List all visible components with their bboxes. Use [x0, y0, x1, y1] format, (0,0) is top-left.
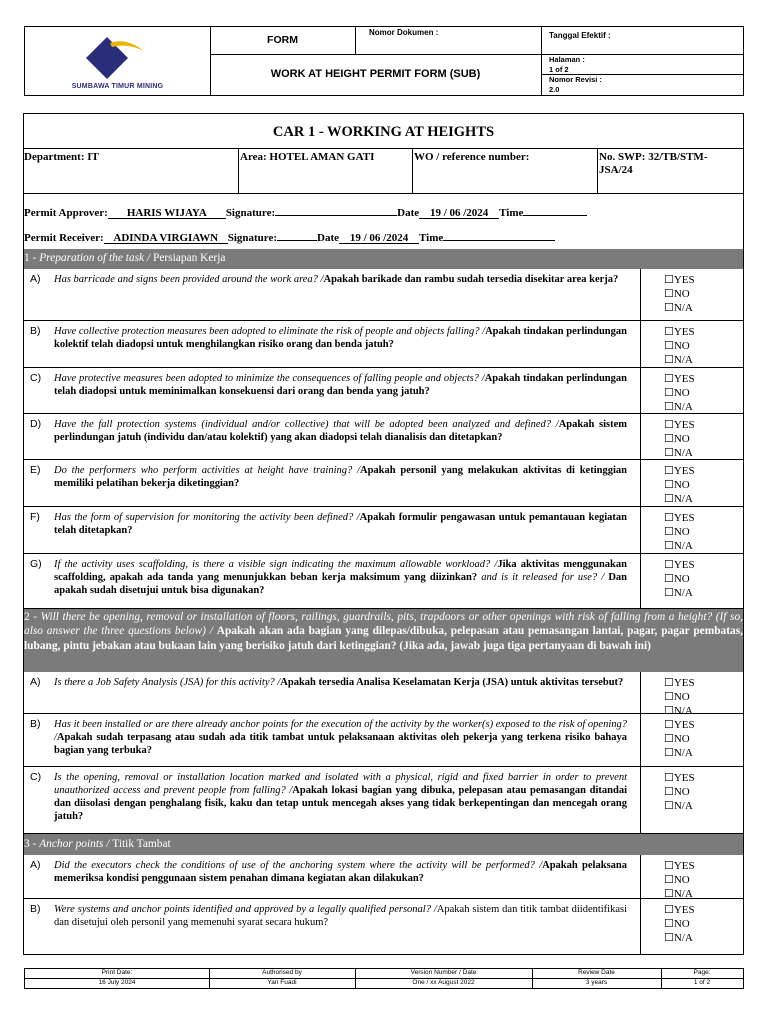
- question-text-en: If the activity uses scaffolding, is there a visible sign indicating the maximum allowable workload? /: [54, 559, 498, 570]
- section-3-header: [24, 834, 743, 855]
- checkbox-yes[interactable]: ☐YES: [664, 860, 695, 872]
- question-text-id: Apakah sistem dan titik tambat diidentifikasi dan disetujui oleh personil yang memenuhi syarat secara hukum?: [54, 904, 628, 928]
- question-letter: A): [30, 859, 41, 871]
- department-field: Department: IT: [24, 151, 99, 163]
- checkbox-no[interactable]: ☐NO: [664, 340, 690, 353]
- question-text-id-2: Dan apakah sudah disetujui untuk bisa digunakan?: [54, 572, 628, 596]
- checkbox-na[interactable]: ☐N/A: [664, 493, 693, 506]
- company-name: SUMBAWA TIMUR MINING: [71, 83, 164, 90]
- company-logo: [25, 27, 210, 95]
- checkbox-no[interactable]: ☐NO: [664, 433, 690, 446]
- question-letter: E): [30, 464, 41, 476]
- checkbox-yes[interactable]: ☐YES: [664, 559, 695, 571]
- question-text: [54, 903, 627, 929]
- receiver-time-label: Time: [419, 232, 444, 244]
- question-text-en: Have protective measures been adopted to minimize the consequences of falling people and objects? /: [54, 373, 485, 384]
- question-row: [24, 767, 743, 834]
- question-row: [24, 672, 743, 718]
- checkbox-no[interactable]: ☐NO: [664, 733, 690, 746]
- footer-print-date-label: Print Date:: [101, 969, 133, 976]
- section-2-number: 2 -: [24, 611, 41, 623]
- form-title: WORK AT HEIGHT PERMIT FORM (SUB): [270, 68, 481, 80]
- question-row: [24, 460, 743, 507]
- document-header: [24, 26, 744, 96]
- question-text-id: Apakah tersedia Analisa Keselamatan Kerja (JSA) untuk aktivitas tersebut?: [280, 677, 624, 688]
- checkbox-no[interactable]: ☐NO: [664, 526, 690, 539]
- question-text: [54, 273, 627, 286]
- approver-time-label: Time: [499, 207, 524, 219]
- question-text-en: Is the opening, removal or installation location marked and isolated with a physical, rigid and fixed barrier in order to prevent unauthorized access and prevent people from falling? /: [54, 772, 627, 796]
- question-text-en: Have the fall protection systems (individual and/or collective) that will be adopted been analyzed and defined? /: [54, 419, 559, 430]
- question-row: [24, 414, 743, 460]
- answer-options: [664, 558, 695, 601]
- section-3-title-en: Anchor points /: [39, 838, 113, 850]
- question-text-id: Jika aktivitas menggunakan scaffolding, apakah ada tanda yang menunjukkan beban kerja maksimum yang diizinkan?: [54, 559, 627, 583]
- receiver-date[interactable]: 19 / 06 /2024: [339, 233, 419, 244]
- document-footer: [24, 968, 744, 989]
- checkbox-no[interactable]: ☐NO: [664, 288, 690, 301]
- question-text-en: Has it been installed or are there already anchor points for the execution of the activity by the worker(s) exposed to the risk of opening? /: [54, 719, 627, 743]
- approver-signature-label: Signature:: [225, 207, 276, 219]
- question-text: [54, 511, 627, 537]
- question-text: [54, 325, 627, 351]
- checkbox-na[interactable]: ☐N/A: [664, 587, 693, 600]
- question-letter: F): [30, 511, 40, 523]
- doc-number-label: Nomor Dokumen :: [369, 28, 439, 37]
- section-2-title-id: Apakah akan ada bagian yang dilepas/dibuka, pelepasan atau pemasangan lantai, pagar, pagar pembatas, lubang, pintu jebakan atau bukaan lain yang berisiko jatuh dari ketinggian? (Jika ada, jawab juga tiga pertanyaan di bawah ini): [24, 625, 743, 652]
- answer-options: [664, 771, 695, 814]
- question-text: [54, 676, 627, 689]
- answer-options: [664, 418, 695, 461]
- footer-review-date: 3 years: [585, 979, 608, 986]
- checkbox-na[interactable]: ☐N/A: [664, 888, 693, 901]
- permit-form: [23, 113, 744, 955]
- question-text: [54, 718, 627, 757]
- receiver-name[interactable]: ADINDA VIRGIAWN: [104, 233, 228, 244]
- question-text-id: Apakah pelaksana memeriksa kondisi penggunaan sistem penahan dimana kegiatan akan dilakukan?: [54, 860, 627, 884]
- answer-options: [664, 676, 695, 719]
- footer-authorised-by: Yan Fuadi: [267, 979, 297, 986]
- question-text-en: Has barricade and signs been provided around the work area? /: [54, 274, 324, 285]
- permit-approver-row: [24, 205, 587, 219]
- question-letter: B): [30, 325, 41, 337]
- question-text: [54, 464, 627, 490]
- question-text-id: Apakah barikade dan rambu sudah tersedia disekitar area kerja?: [323, 274, 619, 285]
- question-text: [54, 771, 627, 823]
- answer-options: [664, 273, 695, 316]
- question-letter: B): [30, 903, 41, 915]
- approver-time-field[interactable]: [523, 205, 587, 216]
- checkbox-no[interactable]: ☐NO: [664, 874, 690, 887]
- checkbox-na[interactable]: ☐N/A: [664, 401, 693, 414]
- question-text-id: Apakah formulir pengawasan untuk pemantauan kegiatan telah ditetapkan?: [54, 512, 627, 536]
- checkbox-yes[interactable]: ☐YES: [664, 419, 695, 431]
- section-1-title-en: Preparation of the task /: [39, 252, 153, 264]
- answer-options: [664, 511, 695, 554]
- answer-options: [664, 903, 695, 946]
- checkbox-yes[interactable]: ☐YES: [664, 274, 695, 286]
- question-letter: A): [30, 676, 41, 688]
- section-3-title-id: Titik Tambat: [112, 838, 171, 850]
- section-1-title-id: Persiapan Kerja: [152, 252, 226, 264]
- page-value: 1 of 2: [549, 65, 569, 74]
- question-row: [24, 507, 743, 554]
- checkbox-yes[interactable]: ☐YES: [664, 772, 695, 784]
- footer-version-label: Version Number / Date: [410, 969, 477, 976]
- question-row: [24, 368, 743, 414]
- checkbox-yes[interactable]: ☐YES: [664, 719, 695, 731]
- question-text-id: Apakah personil yang melakukan aktivitas di ketinggian memiliki pelatihan bekerja diketinggian?: [54, 465, 627, 489]
- checkbox-yes[interactable]: ☐YES: [664, 904, 695, 916]
- checkbox-na[interactable]: ☐N/A: [664, 747, 693, 760]
- footer-page: 1 of 2: [693, 979, 711, 986]
- receiver-time-field[interactable]: [443, 230, 555, 241]
- approver-label: Permit Approver:: [24, 207, 108, 219]
- checkbox-yes[interactable]: ☐YES: [664, 677, 695, 689]
- receiver-signature-label: Signature:: [227, 232, 278, 244]
- checkbox-na[interactable]: ☐N/A: [664, 447, 693, 460]
- question-row: [24, 269, 743, 321]
- section-1-header: [24, 249, 743, 269]
- question-text-id: Apakah tindakan perlindungan telah diadopsi untuk meminimalkan konsekuensi dari orang dan benda yang jatuh?: [54, 373, 627, 397]
- question-text-id: Apakah sudah terpasang atau sudah ada titik tambat untuk pelaksanaan aktivitas oleh pekerja yang terkena risiko bahaya bagian yang terbuka?: [54, 732, 627, 756]
- swp-number-field: No. SWP: 32/TB/STM-JSA/24: [599, 151, 708, 176]
- section-2-header: [24, 609, 743, 672]
- question-text: [54, 418, 627, 444]
- checkbox-yes[interactable]: ☐YES: [664, 465, 695, 477]
- form-label: FORM: [267, 34, 298, 46]
- question-text-en: Has the form of supervision for monitoring the activity been defined? /: [54, 512, 360, 523]
- footer-page-label: Page:: [693, 969, 711, 976]
- form-car-title: CAR 1 - WORKING AT HEIGHTS: [272, 124, 495, 140]
- permit-receiver-row: [24, 230, 555, 244]
- question-text-en: Is there a Job Safety Analysis (JSA) for this activity? /: [54, 677, 281, 688]
- section-2-title-en: Will there be opening, removal or installation of floors, railings, guardrails, pits, trapdoors or other openings with risk of falling from a height? (If so, also answer the three questions below) /: [24, 611, 744, 638]
- question-text-en: Did the executors check the conditions of use of the anchoring system where the activity will be performed? /: [54, 860, 543, 871]
- checkbox-yes[interactable]: ☐YES: [664, 326, 695, 338]
- answer-options: [664, 859, 695, 902]
- question-row: [24, 899, 743, 955]
- approver-signature-field[interactable]: [275, 205, 397, 216]
- answer-options: [664, 325, 695, 368]
- checkbox-na[interactable]: ☐N/A: [664, 800, 693, 813]
- section-1-number: 1 -: [24, 252, 40, 264]
- area-field: Area: HOTEL AMAN GATI: [240, 151, 375, 163]
- question-letter: D): [30, 418, 42, 430]
- footer-print-date: 16 July 2024: [98, 979, 136, 986]
- question-text-en: Were systems and anchor points identified and approved by a legally qualified personal? /: [54, 904, 437, 915]
- question-text-id: Apakah lokasi bagian yang dibuka, pelepasan atau pemasangan ditandai dan diisolasi dengan penghalang fisik, kaku dan tetap untuk mencegah akses yang tidak berkepentingan dan mencegah orang jatuh?: [54, 785, 628, 822]
- approver-name[interactable]: HARIS WIJAYA: [108, 208, 226, 219]
- checkbox-no[interactable]: ☐NO: [664, 786, 690, 799]
- checkbox-yes[interactable]: ☐YES: [664, 373, 695, 385]
- receiver-label: Permit Receiver:: [24, 232, 104, 244]
- question-letter: C): [30, 372, 42, 384]
- question-text-en: Do the performers who perform activities at height have training? /: [54, 465, 360, 476]
- approver-date-label: Date: [397, 207, 420, 219]
- section-3-number: 3 -: [24, 838, 40, 850]
- question-row: [24, 855, 743, 899]
- checkbox-na[interactable]: ☐N/A: [664, 932, 693, 945]
- checkbox-yes[interactable]: ☐YES: [664, 512, 695, 524]
- receiver-date-label: Date: [317, 232, 340, 244]
- question-letter: G): [30, 558, 42, 570]
- page-label: Halaman :: [549, 55, 585, 64]
- checkbox-no[interactable]: ☐NO: [664, 479, 690, 492]
- question-row: [24, 714, 743, 767]
- question-row: [24, 554, 743, 609]
- question-text-en: Have collective protection measures been adopted to eliminate the risk of people and objects falling? /: [54, 326, 486, 337]
- footer-review-label: Review Date: [578, 969, 615, 976]
- checkbox-na[interactable]: ☐N/A: [664, 354, 693, 367]
- answer-options: [664, 372, 695, 415]
- checkbox-no[interactable]: ☐NO: [664, 918, 690, 931]
- question-letter: C): [30, 771, 42, 783]
- logo-diamond-icon: [86, 37, 150, 81]
- answer-options: [664, 464, 695, 507]
- question-text-id: Apakah tindakan perlindungan kolektif telah diadopsi untuk menghilangkan risiko orang dan benda jatuh?: [54, 326, 627, 350]
- question-text: [54, 859, 627, 885]
- receiver-signature-field[interactable]: [277, 230, 317, 241]
- question-text: [54, 372, 627, 398]
- checkbox-na[interactable]: ☐N/A: [664, 302, 693, 315]
- checkbox-na[interactable]: ☐N/A: [664, 540, 693, 553]
- footer-version: One / xx August 2022: [412, 979, 475, 986]
- answer-options: [664, 718, 695, 761]
- effective-date-label: Tanggal Efektif :: [549, 31, 611, 40]
- approver-date[interactable]: 19 / 06 /2024: [419, 208, 499, 219]
- wo-reference-field: WO / reference number:: [414, 151, 530, 163]
- question-letter: B): [30, 718, 41, 730]
- question-text-id: Apakah sistem perlindungan jatuh (individu dan/atau kolektif) yang akan diadopsi telah dianalisis dan ditetapkan?: [54, 419, 627, 443]
- footer-authorised-label: Authorised by: [262, 969, 302, 976]
- checkbox-na[interactable]: ☐N/A: [664, 705, 693, 718]
- question-text: [54, 558, 627, 597]
- question-letter: A): [30, 273, 41, 285]
- question-text-en-2: and is it released for use? /: [481, 572, 605, 583]
- revision-value: 2.0: [549, 85, 560, 94]
- revision-label: Nomor Revisi :: [549, 75, 602, 84]
- checkbox-no[interactable]: ☐NO: [664, 387, 690, 400]
- question-row: [24, 321, 743, 368]
- checkbox-no[interactable]: ☐NO: [664, 573, 690, 586]
- checkbox-no[interactable]: ☐NO: [664, 691, 690, 704]
